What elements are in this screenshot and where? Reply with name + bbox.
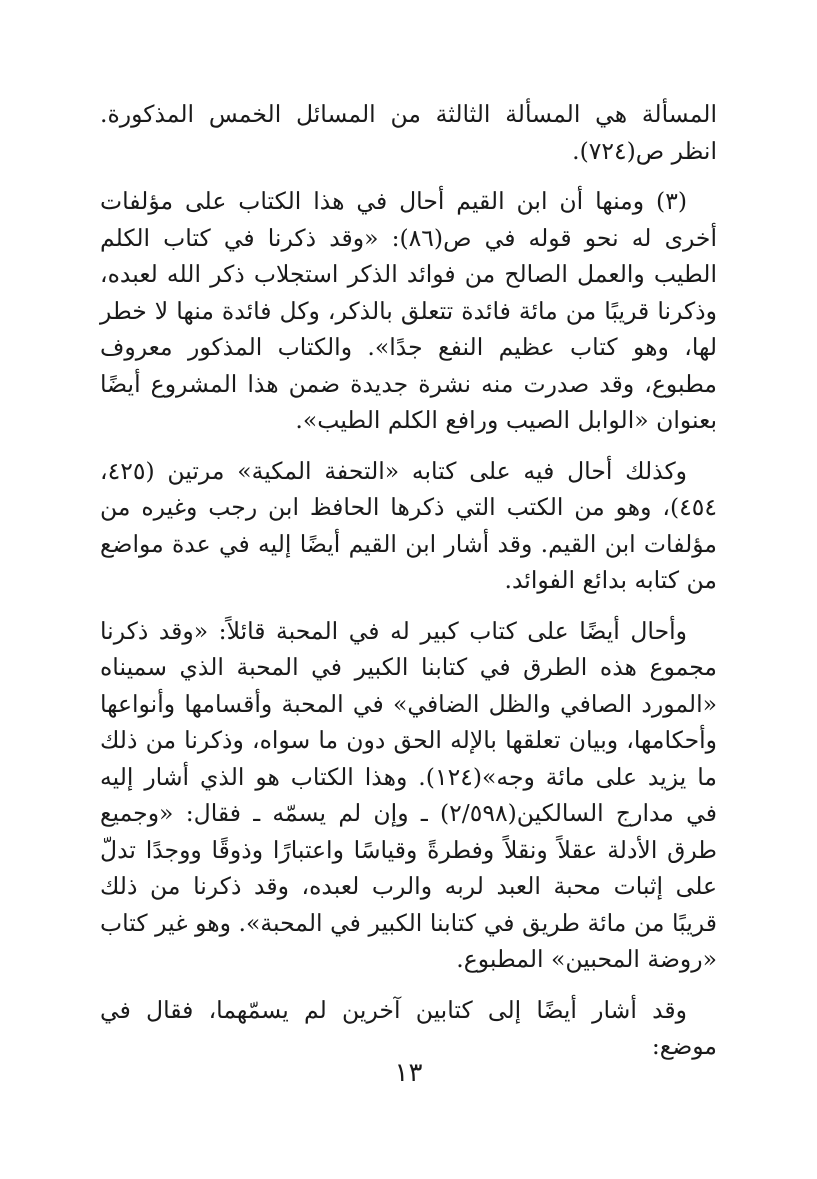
page-number: ١٣	[394, 1058, 423, 1088]
paragraph-1: المسألة هي المسألة الثالثة من المسائل الخمس المذكورة. انظر ص(٧٢٤).	[100, 100, 717, 165]
paragraph-3: وكذلك أحال فيه على كتابه «التحفة المكية» مرتين (٤٢٥، ٤٥٤)، وهو من الكتب التي ذكرها الحافظ ابن رجب وغيره من مؤلفات ابن القيم. وقد أشار ابن القيم أيضًا إليه في عدة مواضع من كتابه بدائع الفوائد.	[100, 456, 717, 594]
paragraph-2: (٣) ومنها أن ابن القيم أحال في هذا الكتاب على مؤلفات أخرى له نحو قوله في ص(٨٦): «وقد ذكرنا في كتاب الكلم الطيب والعمل الصالح من فوائد الذكر استجلاب ذكر الله لعبده، وذكرنا قريبًا من مائة فائدة تتعلق بالذكر، وكل فائدة منها لا خطر لها، وهو كتاب عظيم النفع جدًا». والكتاب المذكور معروف مطبوع، وقد صدرت منه نشرة جديدة ضمن هذا المشروع أيضًا بعنوان «الوابل الصيب ورافع الكلم الطيب».	[100, 187, 717, 434]
paragraph-5: وقد أشار أيضًا إلى كتابين آخرين لم يسمّهما، فقال في موضع:	[100, 995, 717, 1060]
paragraph-4: وأحال أيضًا على كتاب كبير له في المحبة قائلاً: «وقد ذكرنا مجموع هذه الطرق في كتابنا الكبير في المحبة الذي سميناه «المورد الصافي والظل الضافي» في المحبة وأقسامها وأنواعها وأحكامها، وبيان تعلقها بالإله الحق دون ما سواه، وذكرنا من ذلك ما يزيد على مائة وجه»(١٢٤). وهذا الكتاب هو الذي أشار إليه في مدارج السالكين(٢/٥٩٨) ـ وإن لم يسمّه ـ فقال: «وجميع طرق الأدلة عقلاً ونقلاً وفطرةً وقياسًا واعتبارًا وذوقًا ووجدًا تدلّ على إثبات محبة العبد لربه والرب لعبده، وقد ذكرنا من ذلك قريبًا من مائة طريق في كتابنا الكبير في المحبة». وهو غير كتاب «روضة المحبين» المطبوع.	[100, 616, 717, 973]
page-body	[100, 96, 717, 1065]
